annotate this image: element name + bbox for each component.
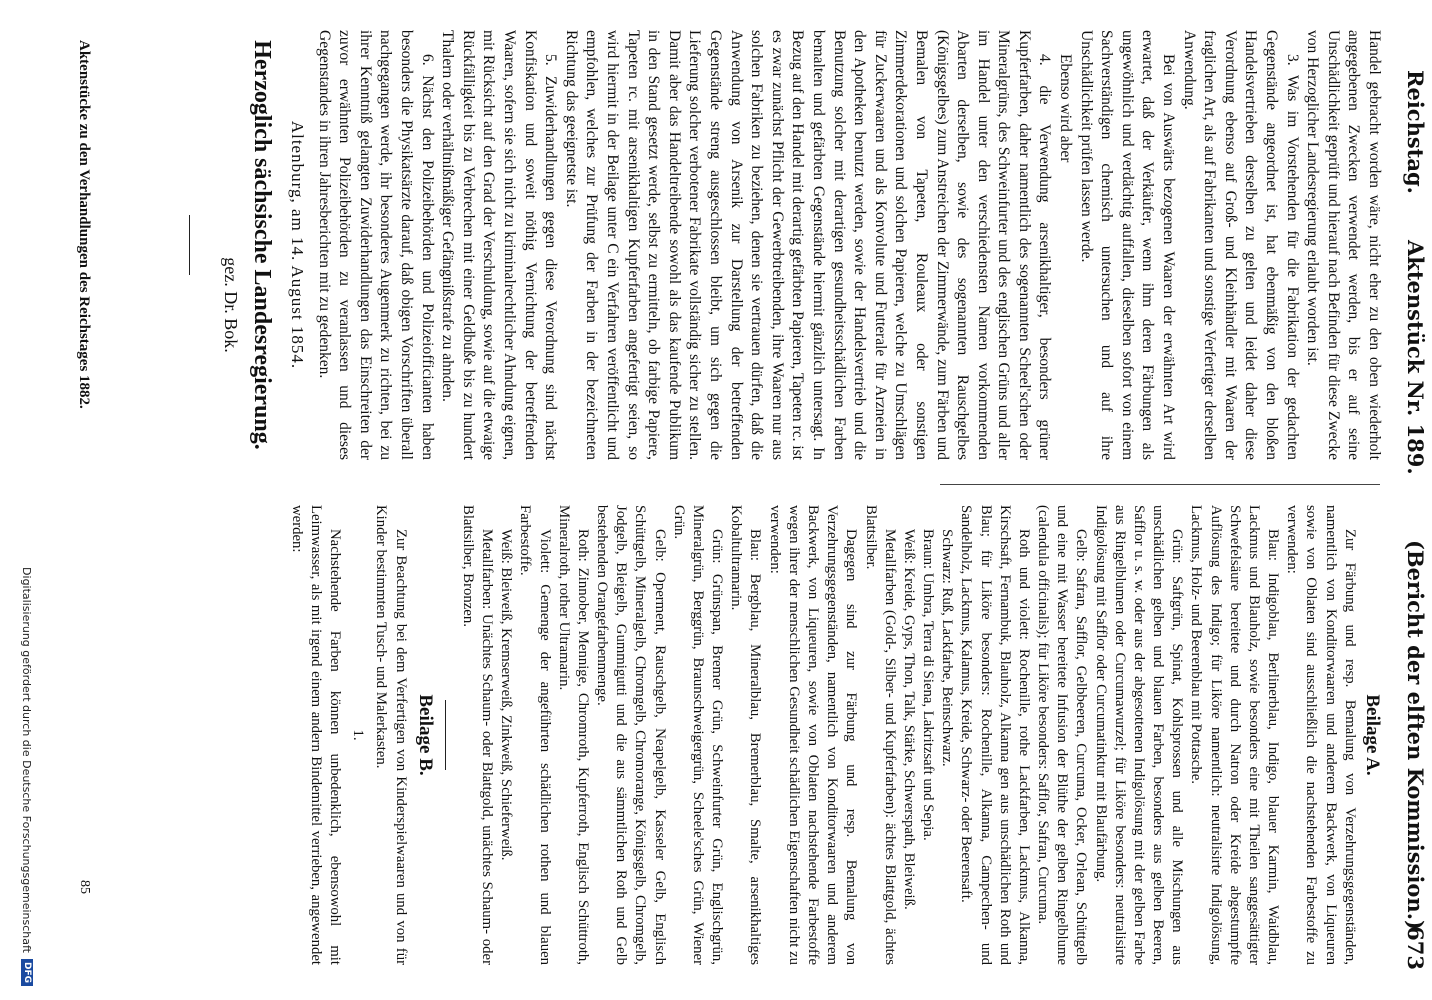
divider [445,700,446,770]
left-paragraph: Ebenso wird aber [1057,54,1075,163]
section-number: 1. [350,729,367,741]
right-column [284,505,1384,965]
page-number: 673 [1403,926,1428,970]
footer-page-number: 85 [77,880,92,894]
right-paragraph: Zur Färbung und resp. Bemalung von Verzehrungsgegenständen, namentlich von Konditorwaaren und anderem Backwerk, von Liqueuren sowie von Oblaten sind ausschließlich die nachstehenden Farbestoffe zu verwenden: [1284,505,1358,965]
authority-title: Herzoglich sächsische Landesregierung. [248,40,275,450]
right-paragraph: Blau: Indigoblau, Berlinerblau, Indigo, blauer Karmin, Waidblau, Lackmus und Blauholz, sowie besonders eine mit Theilen sanggesättigter Schwefelsäure bereitete und durch Natron oder Kreide abgestumpfte Auflösung des Indigo; für Liköre namentlich: neutralisirte Indigolösung, Lackmus, Holz- und Beerenblau mit Pottasche. [1188,505,1282,965]
left-paragraph: Handel gebracht worden wäre, nicht eher zu den oben wiederholt angegebenen Zwecken verwendet werden, bis er auf seine Unschädlichkeit geprüft und hierauf nach Befinden für diese Zwecke von Herzoglicher Landesregierung erlaubt worden ist. [1304,30,1383,460]
right-paragraph: Grün: Grünspan, Bremer Grün, Schweinfurter Grün, Englischgrün, Mineralgrün, Berggrün, Braunschweigergrün, Scheele'sches Grün, Wiener Grün. [670,505,726,965]
right-paragraph: Dagegen sind zur Färbung und resp. Bemalung von Verzehrungsgegenständen, namentlich von Konditorwaaren und anderem Backwerk, von Liqueuren, sowie von Oblaten nachstehende Farbestoffe wegen ihrer der menschlichen Gesundheit schädlichen Eigenschaften nicht zu verwenden: [766,505,860,965]
right-paragraph: Roth und violett: Rochenille, rothe Lackfarben, Lackmus, Alkanna, Kirschsaft, Fernambuk, Blauholz, Alkanna gen aus unschädlichen Roth und Blau; für Liköre besonders: Rochenille, Alkanna, Campechen- und Sandelholz, Lackmus, Kalamus, Kreide, Schwarz- oder Beerensaft. [958,505,1032,965]
date-line: Altenburg, am 14. August 1854. [288,120,308,370]
right-paragraph: Gelb: Operment, Rauschgelb, Neapelgelb, Kasseler Gelb, Englisch Schüttgelb, Mineralgelb, Chromgelb, Chromorange, Königsgelb, Chromgelb, Jodgelb, Bleigelb, Gummigutti und die aus sämmtlichen Roth und Gelb bestehenden Orangefarbenmenge. [594,505,668,965]
right-paragraph: Gelb: Safran, Safflor, Gelbbeeren, Curcuma, Ocker, Orlean, Schüttgelb und eine mit Wasser bereitete Infusion der Blüthe der gelben Ringelblume (calendula officinalis); für Liköre besonders: Safflor, Safran, Curcuma. [1035,505,1090,965]
header-section: Aktenstück Nr. 189. [1403,240,1428,475]
signature: gez. Dr. Bok. [220,257,241,353]
right-paragraph: Metallfarben: Unächtes Schaum- oder Blattgold, unächtes Schaum- oder Blattsilber, Bronzen. [459,505,496,965]
header-reichstag: Reichstag. [1403,70,1428,194]
column-rule [940,484,1380,485]
footer-aktenstuecke: Aktenstücke zu den Verhandlungen des Reichstages 1882. [76,40,92,409]
digitization-text: Digitalisierung gefördert durch die Deutsche Forschungsgemeinschaft [20,567,34,953]
beilage-a-title: Beilage A. [1362,694,1383,776]
right-paragraph: Weiß: Kreide, Gyps, Thon, Talk, Stärke, Schwerspath, Bleiweiß. [900,529,917,910]
right-paragraph: Blau: Bergblau, Mineralblau, Bremerblau, Smalte, arsenikhaltiges Kobaltultramarin. [728,505,764,965]
right-paragraph: Weiß: Bleiweiß, Kremserweiß, Zinkweiß, Schieferweiß. [498,529,515,861]
left-paragraph: 3. Was im Vorstehenden für die Fabrikation der gedachten Gegenstände angeordnet ist, hat ebenmäßig von den bloßen Handelsvertrieben derselben zu gelten und leidet daher diese Verordnung ebenso auf Groß- und Kleinhändler mit Waaren der fraglichen Art, als auf Fabrikanten und sonstige Verfertiger derselben Anwendung. [1180,30,1301,460]
dfg-logo: DFG [21,959,33,986]
left-paragraph: 4. die Verwendung arsenikhaltiger, besonders grüner Kupferfarben, daher namentlich des sogenannten Scheel'schen oder Mineralgrüns, des Schweinfurter und des englischen Grüns und aller im Handel unter den verschiedensten Namen vorkommenden Abarten derselben, sowie des sogenannten Rauschgelbes (Königsgelbes) zum Anstreichen der Zimmerwände, zum Färben und Bemalen von Tapeten, Rouleaux oder sonstigen Zimmerdekorationen und solchen Papieren, welche zu Umschlägen für Zuckerwaaren und als Konvolute und Futterale für Arzneien in den Apotheken benutzt werden, sowie der Handelsvertrieb und die Benutzung solcher mit derartigen gesundheitsschädlichen Farben bemalten und gefärbten Gegenstände hiermit gänzlich untersagt. In Bezug auf den Handel mit derartig gefärbten Papieren, Tapeten rc. ist es zwar zunächst Pflicht der Gewerbtreibenden, ihre Waaren nur aus solchen Fabriken zu beziehen, denen sie vertrauen dürfen, daß die Anwendung von Arsenik zur Darstellung der betreffenden Gegenstände streng ausgeschlossen bleibt, um sich gegen die Lieferung solcher verbotener Fabrikate vollständig sicher zu stellen. Damit aber das Handeltreibende sowohl als das kaufende Publikum in den Stand gesetzt werde, selbst zu ermitteln, ob farbige Papiere, Tapeten rc. mit arsenikhaltigen Kupferfarben angefertigt seien, so wird hiermit in der Beilage unter C ein Verfahren veröffentlicht und empfohlen, welches zur Prüfung der Farben in der bezeichneten Richtung das geeignetste ist. [562,30,1054,460]
left-column [104,30,1384,460]
right-paragraph: Nachstehende Farben können unbedenklich, ebensowohl mit Leimwasser, als mit irgend einem andern Bindemittel verrieben, angewendet werden: [288,505,344,965]
right-paragraph: Zur Beachtung bei dem Verfertigen von Kinderspielwaaren und von für Kinder bestimmten Tusch- und Malerkasten. [373,505,409,965]
digitization-notice [14,14,40,986]
left-paragraph: 5. Zuwiderhandlungen gegen diese Verordnung sind nächst Konfiskation und soweit nöthig Vernichtung der betreffenden Waaren, sofern sie sich nicht zu kriminalrechtlicher Ahndung eignen, mit Rücksicht auf den Grad der Verschuldung, sowie auf die etwaige Rückfälligkeit bis zu Verbrechen mit einer Geldbuße bis zu hundert Thalern oder verhältnißmäßiger Gefängnißstrafe zu ahnden. [439,30,560,460]
right-paragraph: Metallfarben (Gold-, Silber- und Kupferfarben): ächtes Blattgold, ächtes Blattsilber. [862,505,898,965]
page-header [1392,70,1428,970]
right-paragraph: Grün: Saftgrün, Spinat, Kohlsprossen und alle Mischungen aus unschädlichen gelben und blauen Farben, besonders aus gelben Beeren, Safflor u. s. w. oder aus der abgesottenen Indigolösung mit der gelben Farbe aus Ringelblumen oder Curcumawurzel; für Liköre besonders: neutralisirte Indigolösung mit Safflor oder Curcumatinktur mit Blaufärbung. [1092,505,1186,965]
right-paragraph: Braun: Umbra, Terra di Siena, Lakritzsaft und Sepia. [920,529,937,841]
left-paragraph: Bei von Auswärts bezogenen Waaren der erwähnten Art wird erwartet, daß der Verkäufer, wenn ihm deren Färbungen als ungewöhnlich und verdächtig auffallen, dieselben sofort von einem Sachverständigen chemisch untersuchen und auf ihre Unschädlichkeit prüfen lassen werde. [1077,30,1178,460]
left-paragraph: 6. Nächst den Polizeibehörden und Polizeiofficianten haben besonders die Physikatsärzte darauf, daß obigen Vorschriften überall nachgegangen werde, ihr besonderes Augenmerk zu richten, bei zu ihrer Kenntniß gelangten Zuwiderhandlungen das Einschreiten der zuvor erwähnten Polizeibehörden zu veranlassen und dieses Gegenstandes in ihren Jahresberichten mit zu gedenken. [315,30,436,460]
right-paragraph: Roth: Zinnober, Mennige, Chromroth, Kupferroth, Englisch Schüttroth, Mineralroth, rother Ultramarin. [555,505,591,965]
divider [189,215,190,275]
right-paragraph: Schwarz: Ruß, Lackfarbe, Beinschwarz. [939,529,956,767]
right-paragraph: Violett: Gemenge der angeführten schädlichen rothen und blauen Farbestoffe. [517,505,553,965]
header-commission: (Bericht der elften Kommission.) [1403,540,1428,930]
beilage-b-title: Beilage B. [414,694,436,776]
